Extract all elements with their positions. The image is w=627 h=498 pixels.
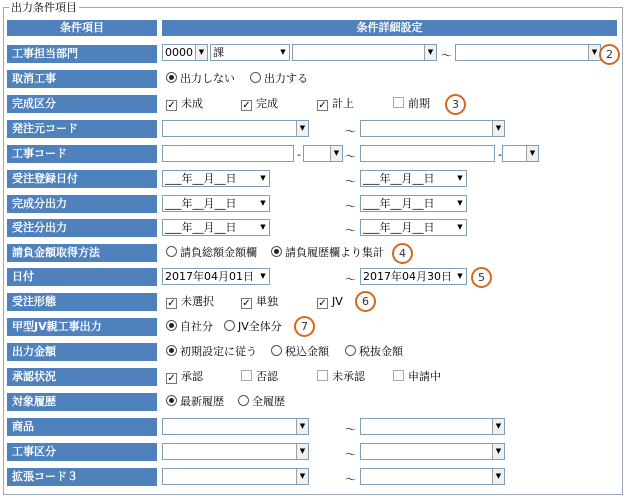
row-date bbox=[162, 268, 617, 290]
chevron-down-icon[interactable]: ▼ bbox=[424, 45, 436, 60]
dash-separator: - bbox=[498, 148, 502, 161]
calendar-dropdown-icon[interactable]: ▼ bbox=[454, 196, 466, 211]
dept-unit-select[interactable] bbox=[210, 44, 290, 61]
calendar-dropdown-icon[interactable]: ▼ bbox=[454, 171, 466, 186]
annotation-badge-6: 6 bbox=[355, 291, 376, 312]
range-tilde: ～ bbox=[345, 200, 356, 213]
radio-icon[interactable] bbox=[271, 345, 282, 356]
radio-no-output[interactable] bbox=[166, 72, 235, 85]
checkbox-label: 未承認 bbox=[332, 370, 365, 383]
radio-all-history[interactable] bbox=[238, 395, 285, 408]
checkbox-label: 計上 bbox=[332, 97, 354, 110]
radio-icon[interactable] bbox=[166, 72, 177, 83]
calendar-dropdown-icon[interactable]: ▼ bbox=[257, 220, 269, 235]
chevron-down-icon[interactable]: ▼ bbox=[296, 121, 308, 136]
label-approval-status: 承認状況 bbox=[7, 368, 157, 386]
label-date: 日付 bbox=[7, 268, 157, 286]
row-origin-code bbox=[162, 120, 617, 142]
checkbox-label: 単独 bbox=[256, 295, 278, 308]
checkbox-single[interactable] bbox=[241, 295, 278, 309]
radio-label: 請負履歴欄より集計 bbox=[285, 246, 384, 259]
check-icon[interactable]: ✓ bbox=[167, 373, 176, 384]
annotation-badge-5: 5 bbox=[471, 267, 492, 288]
check-icon[interactable]: ✓ bbox=[318, 298, 327, 309]
date-value: 2017年04月30日 bbox=[363, 270, 452, 283]
checkbox-jv[interactable] bbox=[317, 295, 343, 309]
label-completed-output: 完成分出力 bbox=[7, 195, 157, 213]
radio-contract-history[interactable] bbox=[271, 246, 384, 259]
annotation-badge-4: 4 bbox=[392, 243, 413, 264]
header-condition-detail: 条件詳細設定 bbox=[162, 20, 617, 36]
date-from[interactable] bbox=[162, 268, 270, 285]
dept-to-select[interactable] bbox=[455, 44, 601, 61]
chevron-down-icon[interactable]: ▼ bbox=[195, 45, 207, 60]
radio-own-share[interactable] bbox=[166, 320, 213, 333]
row-cancel bbox=[162, 69, 617, 91]
row-approval-status bbox=[162, 367, 617, 389]
radio-icon[interactable] bbox=[224, 320, 235, 331]
checkbox-uncompleted[interactable] bbox=[166, 97, 203, 111]
check-icon[interactable]: ✓ bbox=[167, 298, 176, 309]
range-tilde: ～ bbox=[345, 423, 356, 436]
range-tilde: ～ bbox=[345, 150, 356, 163]
range-tilde: ～ bbox=[345, 175, 356, 188]
radio-label: 税抜金額 bbox=[359, 345, 403, 358]
chevron-down-icon[interactable]: ▼ bbox=[492, 469, 504, 484]
checkbox-empty-icon[interactable] bbox=[241, 370, 252, 381]
check-icon[interactable]: ✓ bbox=[167, 100, 176, 111]
row-completion bbox=[162, 94, 617, 116]
row-output-amount bbox=[162, 342, 617, 364]
row-work-code bbox=[162, 145, 617, 167]
date-value: ___年__月__日 bbox=[363, 221, 435, 234]
calendar-dropdown-icon[interactable]: ▼ bbox=[257, 269, 269, 284]
radio-icon[interactable] bbox=[250, 72, 261, 83]
row-completed-output bbox=[162, 195, 617, 217]
checkbox-label: JV bbox=[332, 295, 343, 308]
checkbox-empty-icon[interactable] bbox=[393, 370, 404, 381]
row-ext-code-3 bbox=[162, 468, 617, 490]
checkbox-unapproved[interactable] bbox=[317, 370, 365, 383]
origin-from-select[interactable] bbox=[162, 120, 309, 137]
check-icon[interactable]: ✓ bbox=[318, 100, 327, 111]
checkbox-prior-period[interactable] bbox=[393, 97, 430, 110]
label-work-code: 工事コード bbox=[7, 145, 157, 163]
completed-output-from[interactable] bbox=[162, 195, 270, 212]
checkbox-label: 未成 bbox=[181, 97, 203, 110]
checkbox-recorded[interactable] bbox=[317, 97, 354, 111]
date-value: ___年__月__日 bbox=[363, 197, 435, 210]
radio-contract-total[interactable] bbox=[166, 246, 257, 259]
chevron-down-icon[interactable]: ▼ bbox=[330, 146, 342, 161]
radio-icon[interactable] bbox=[345, 345, 356, 356]
date-value: ___年__月__日 bbox=[165, 172, 237, 185]
product-from-select[interactable] bbox=[162, 418, 309, 435]
label-contract-method: 請負金額取得方法 bbox=[7, 244, 157, 262]
checkbox-label: 申請中 bbox=[408, 370, 441, 383]
range-tilde: ～ bbox=[345, 125, 356, 138]
label-jv-output: 甲型JV親工事出力 bbox=[7, 318, 157, 336]
annotation-badge-7: 7 bbox=[294, 316, 315, 337]
checkbox-unselected[interactable] bbox=[166, 295, 214, 309]
label-product: 商品 bbox=[7, 418, 157, 436]
order-reg-date-to[interactable] bbox=[360, 170, 467, 187]
radio-icon[interactable] bbox=[166, 395, 177, 406]
radio-icon[interactable] bbox=[271, 246, 282, 257]
label-work-kind: 工事区分 bbox=[7, 443, 157, 461]
radio-label: 最新履歴 bbox=[180, 395, 224, 408]
calendar-dropdown-icon[interactable]: ▼ bbox=[257, 171, 269, 186]
checkbox-rejected[interactable] bbox=[241, 370, 278, 383]
chevron-down-icon[interactable]: ▼ bbox=[296, 469, 308, 484]
checkbox-label: 完成 bbox=[256, 97, 278, 110]
radio-label: 自社分 bbox=[180, 320, 213, 333]
radio-label: 税込金額 bbox=[285, 345, 329, 358]
calendar-dropdown-icon[interactable]: ▼ bbox=[454, 269, 466, 284]
radio-tax-excluded[interactable] bbox=[345, 345, 403, 358]
label-origin-code: 発注元コード bbox=[7, 120, 157, 138]
chevron-down-icon[interactable]: ▼ bbox=[492, 419, 504, 434]
range-tilde: ～ bbox=[345, 273, 356, 286]
checkbox-label: 未選択 bbox=[181, 295, 214, 308]
dash-separator: - bbox=[297, 148, 301, 161]
check-icon[interactable]: ✓ bbox=[242, 100, 251, 111]
dept-from-select[interactable] bbox=[292, 44, 437, 61]
label-ordered-output: 受注分出力 bbox=[7, 219, 157, 237]
chevron-down-icon[interactable]: ▼ bbox=[277, 45, 289, 60]
radio-label: JV全体分 bbox=[238, 320, 282, 333]
ordered-output-to[interactable] bbox=[360, 219, 467, 236]
label-order-reg-date: 受注登録日付 bbox=[7, 170, 157, 188]
label-ext-code-3: 拡張コード３ bbox=[7, 468, 157, 486]
date-value: ___年__月__日 bbox=[165, 221, 237, 234]
checkbox-label: 前期 bbox=[408, 97, 430, 110]
radio-label: 全履歴 bbox=[252, 395, 285, 408]
radio-icon[interactable] bbox=[238, 395, 249, 406]
checkbox-completed[interactable] bbox=[241, 97, 278, 111]
chevron-down-icon[interactable]: ▼ bbox=[492, 121, 504, 136]
radio-default-setting[interactable] bbox=[166, 345, 257, 358]
check-icon[interactable]: ✓ bbox=[242, 298, 251, 309]
calendar-dropdown-icon[interactable]: ▼ bbox=[454, 220, 466, 235]
row-target-history bbox=[162, 392, 617, 414]
checkbox-applying[interactable] bbox=[393, 370, 441, 383]
work-code-from-branch-select[interactable] bbox=[303, 145, 343, 162]
radio-label: 請負総額金額欄 bbox=[180, 246, 257, 259]
row-product bbox=[162, 418, 617, 440]
work-kind-to-select[interactable] bbox=[360, 443, 505, 460]
work-kind-from-select[interactable] bbox=[162, 443, 309, 460]
ext-code-from-select[interactable] bbox=[162, 468, 309, 485]
date-value: ___年__月__日 bbox=[363, 172, 435, 185]
origin-to-select[interactable] bbox=[360, 120, 505, 137]
chevron-down-icon[interactable]: ▼ bbox=[526, 146, 538, 161]
row-ordered-output bbox=[162, 219, 617, 241]
calendar-dropdown-icon[interactable]: ▼ bbox=[257, 196, 269, 211]
radio-latest-history[interactable] bbox=[166, 395, 224, 408]
radio-icon[interactable] bbox=[166, 246, 177, 257]
date-value: 2017年04月01日 bbox=[165, 270, 254, 283]
radio-jv-whole[interactable] bbox=[224, 320, 282, 333]
radio-label: 出力する bbox=[264, 72, 308, 85]
checkbox-label: 承認 bbox=[181, 370, 203, 383]
group-title: 出力条件項目 bbox=[11, 1, 77, 14]
dept-code-value: 0000 bbox=[165, 46, 193, 59]
chevron-down-icon[interactable]: ▼ bbox=[296, 444, 308, 459]
work-code-to-branch-select[interactable] bbox=[502, 145, 539, 162]
chevron-down-icon[interactable]: ▼ bbox=[588, 45, 600, 60]
row-order-form bbox=[162, 292, 617, 314]
range-tilde: ～ bbox=[441, 49, 452, 62]
label-dept: 工事担当部門 bbox=[7, 45, 157, 63]
row-jv-output bbox=[162, 317, 617, 339]
label-order-form: 受注形態 bbox=[7, 293, 157, 311]
label-target-history: 対象履歴 bbox=[7, 393, 157, 411]
checkbox-empty-icon[interactable] bbox=[393, 97, 404, 108]
radio-label: 出力しない bbox=[180, 72, 235, 85]
ordered-output-from[interactable] bbox=[162, 219, 270, 236]
chevron-down-icon[interactable]: ▼ bbox=[492, 444, 504, 459]
range-tilde: ～ bbox=[345, 224, 356, 237]
range-tilde: ～ bbox=[345, 448, 356, 461]
row-dept bbox=[162, 44, 617, 66]
ext-code-to-select[interactable] bbox=[360, 468, 505, 485]
radio-icon[interactable] bbox=[166, 345, 177, 356]
work-code-to-input[interactable] bbox=[360, 145, 495, 162]
annotation-badge-3: 3 bbox=[445, 94, 466, 115]
radio-output[interactable] bbox=[250, 72, 308, 85]
chevron-down-icon[interactable]: ▼ bbox=[296, 419, 308, 434]
radio-icon[interactable] bbox=[166, 320, 177, 331]
header-condition-item: 条件項目 bbox=[7, 20, 157, 36]
row-contract-method bbox=[162, 243, 617, 265]
range-tilde: ～ bbox=[345, 473, 356, 486]
completed-output-to[interactable] bbox=[360, 195, 467, 212]
order-reg-date-from[interactable] bbox=[162, 170, 270, 187]
label-completion: 完成区分 bbox=[7, 95, 157, 113]
checkbox-empty-icon[interactable] bbox=[317, 370, 328, 381]
checkbox-label: 否認 bbox=[256, 370, 278, 383]
radio-tax-included[interactable] bbox=[271, 345, 329, 358]
dept-code-select[interactable] bbox=[162, 44, 208, 61]
label-cancel: 取消工事 bbox=[7, 70, 157, 88]
date-value: ___年__月__日 bbox=[165, 197, 237, 210]
row-order-reg-date bbox=[162, 170, 617, 192]
dept-unit-value: 課 bbox=[213, 46, 224, 59]
annotation-badge-2: 2 bbox=[599, 44, 620, 65]
row-work-kind bbox=[162, 443, 617, 465]
product-to-select[interactable] bbox=[360, 418, 505, 435]
radio-label: 初期設定に従う bbox=[180, 345, 257, 358]
label-output-amount: 出力金額 bbox=[7, 343, 157, 361]
checkbox-approved[interactable] bbox=[166, 370, 203, 384]
work-code-from-input[interactable] bbox=[162, 145, 294, 162]
date-to[interactable] bbox=[360, 268, 467, 285]
